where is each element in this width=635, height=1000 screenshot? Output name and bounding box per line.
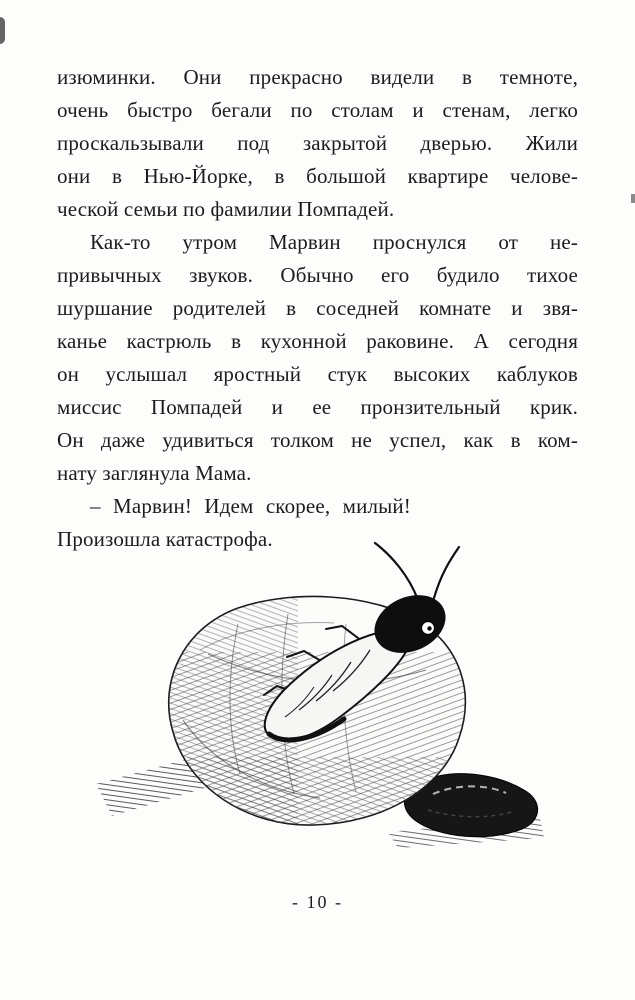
antenna-left [375,543,418,600]
cockroach-on-bagel-illustration [88,532,550,880]
text-line: ческой семьи по фамилии Помпадей. [57,197,395,221]
text-line: они в Нью-Йорке, в большой квартире челове- [57,164,578,188]
text-line: привычных звуков. Обычно его будило тихое [57,263,578,287]
text-line: очень быстро бегали по столам и стенам, легко [57,98,578,122]
paragraph [57,61,578,226]
cockroach-drawing [88,532,550,880]
page-number: - 10 - [292,892,343,912]
text-line: Как-то утром Марвин проснулся от не- [90,230,578,254]
text-line: Произошла катастрофа. [57,527,273,551]
text-line: нату заглянула Мама. [57,461,252,485]
page-text [57,61,578,556]
text-line: канье кастрюль в кухонной раковине. А сегодня [57,329,578,353]
scan-artifact-top-left [0,17,5,44]
paragraph [57,226,578,490]
text-line: шуршание родителей в соседней комнате и звя- [57,296,578,320]
text-line: изюминки. Они прекрасно видели в темноте, [57,65,578,89]
text-line: – Марвин! Идем скорее, милый! [90,494,411,518]
text-line: Он даже удивиться толком не успел, как в ком- [57,428,578,452]
text-line: он услышал яростный стук высоких каблуков [57,362,578,386]
text-line: проскальзывали под закрытой дверью. Жили [57,131,578,155]
text-line: миссис Помпадей и ее пронзительный крик. [57,395,578,419]
scan-artifact-right-edge [631,194,635,203]
antenna-right [434,547,459,598]
